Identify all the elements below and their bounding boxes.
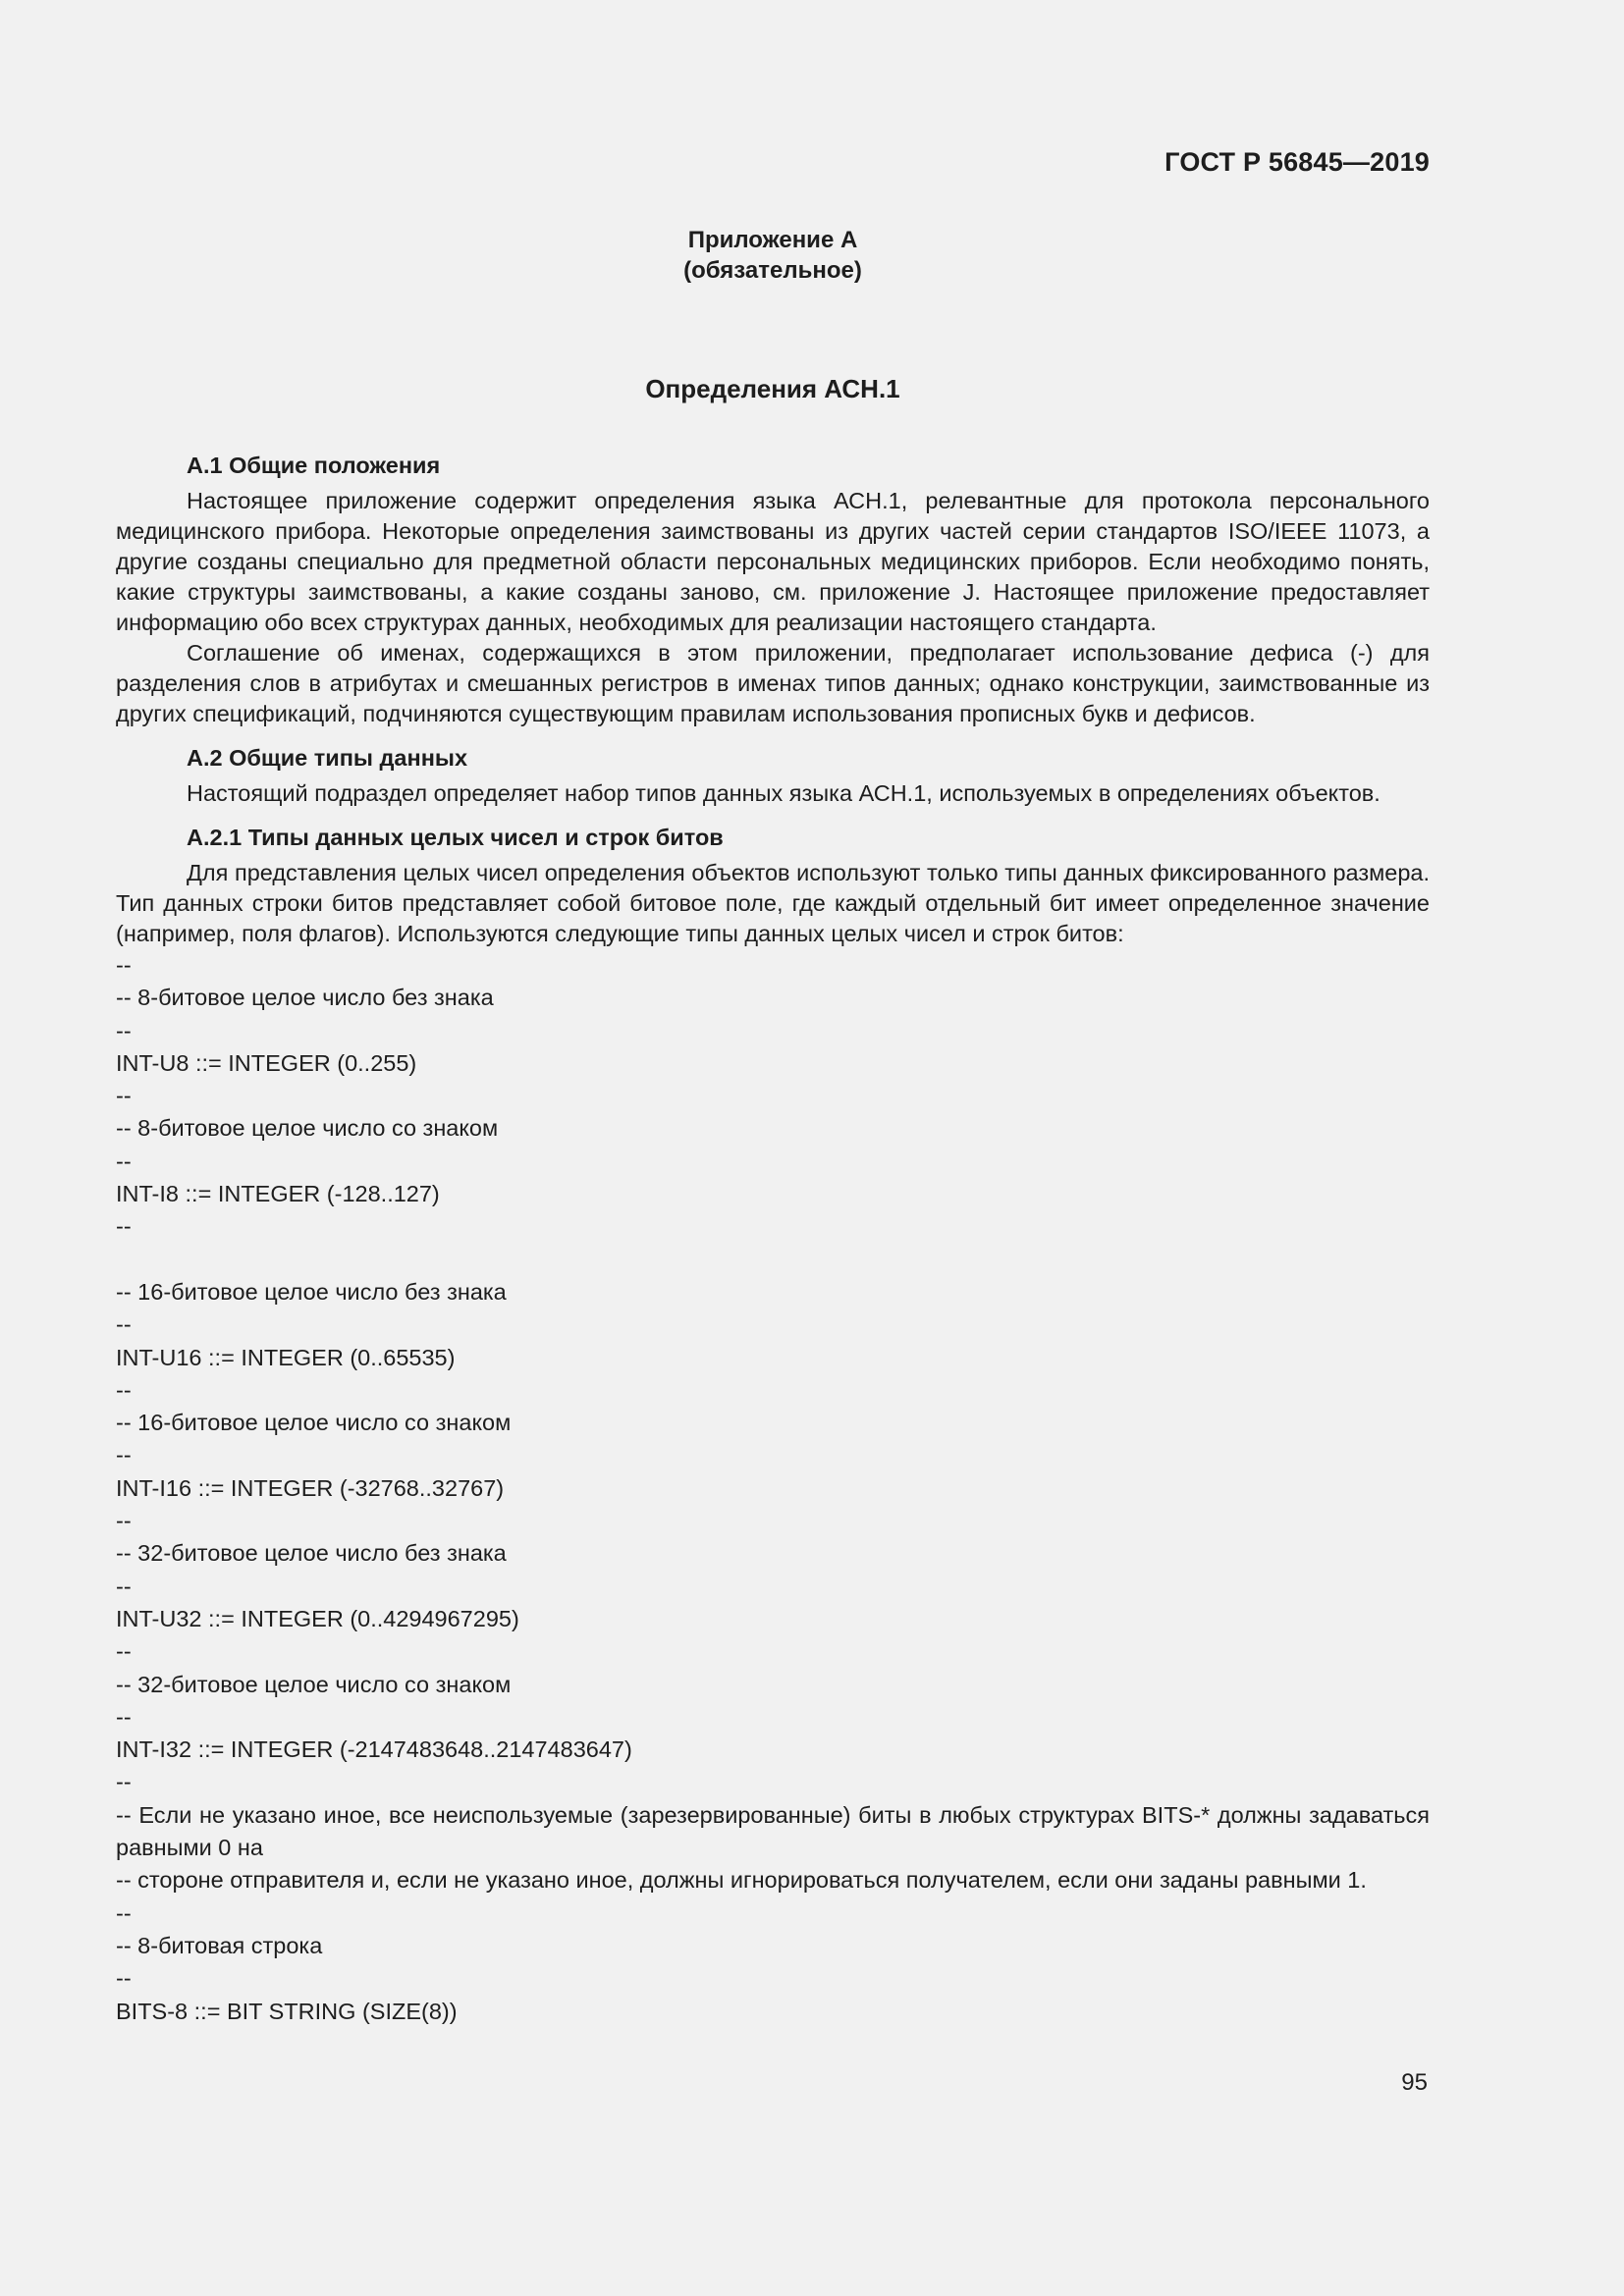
code-line: INT-U16 ::= INTEGER (0..65535) [116,1344,456,1370]
code-line: -- 8-битовая строка [116,1932,323,1958]
code-line: BITS-8 ::= BIT STRING (SIZE(8)) [116,1998,458,2024]
document-code: ГОСТ Р 56845—2019 [1164,147,1430,177]
section-heading-a1: А.1 Общие положения [187,453,441,478]
document-page [116,0,1436,2296]
section-heading-a2: А.2 Общие типы данных [187,745,468,771]
appendix-status: (обязательное) [683,257,862,284]
code-line: -- Если не указано иное, все неиспользуемые (зарезервированные) биты в любых структурах BITS-* должны задаваться равными 0 на [116,1801,1436,1861]
code-line: -- 32-битовое целое число без знака [116,1540,507,1567]
code-line: -- [116,1573,132,1599]
code-line: -- [116,1442,132,1468]
paragraph: Для представления целых чисел определения объектов используют только типы данных фиксированного размера. Тип данных строки битов представляет собой битовое поле, где каждый отдельный бит имеет определенное значение (например, поля флагов). Используются следующие типы данных целых чисел и строк битов: [116,860,1430,946]
asn1-code-listing [116,949,1436,2028]
paragraph: Соглашение об именах, содержащихся в этом приложении, предполагает использование дефиса (-) для разделения слов в атрибутах и смешанных регистров в именах типов данных; однако конструкции, заимствованные из других спецификаций, подчиняются существующим правилам использования прописных букв и дефисов. [116,640,1430,726]
code-line: -- [116,1017,132,1043]
code-line: -- [116,1899,132,1926]
code-line: INT-U32 ::= INTEGER (0..4294967295) [116,1605,519,1631]
code-line: -- стороне отправителя и, если не указано иное, должны игнорироваться получателем, если они заданы равными 1. [116,1867,1367,1894]
appendix-title: Определения АСН.1 [645,374,900,403]
code-line: -- 32-битовое целое число со знаком [116,1671,512,1697]
code-line: -- [116,1083,132,1109]
code-line: INT-I8 ::= INTEGER (-128..127) [116,1181,440,1207]
appendix-label: Приложение А [687,227,858,253]
code-line: -- [116,1638,132,1665]
page-number: 95 [1401,2069,1428,2096]
code-line: -- [116,952,132,978]
paragraph: Настоящий подраздел определяет набор типов данных языка АСН.1, используемых в определениях объектов. [187,780,1380,806]
code-line: -- 8-битовое целое число без знака [116,985,494,1011]
code-line: INT-U8 ::= INTEGER (0..255) [116,1049,417,1076]
code-line: -- [116,1769,132,1795]
code-line: INT-I16 ::= INTEGER (-32768..32767) [116,1474,505,1501]
code-line: -- [116,1148,132,1174]
code-line: -- [116,1965,132,1992]
paragraph: Настоящее приложение содержит определения языка АСН.1, релевантные для протокола персонального медицинского прибора. Некоторые определения заимствованы из других частей серии стандартов ISO/IEEE 11073, а другие созданы специально для предметной области персональных медицинских приборов. Если необходимо понять, какие структуры заимствованы, а какие созданы заново, см. приложение J. Настоящее приложение предоставляет информацию обо всех структурах данных, необходимых для реализации настоящего стандарта. [116,488,1430,635]
code-line: -- 16-битовое целое число без знака [116,1278,507,1305]
code-line: -- [116,1508,132,1534]
code-blank-line [116,1244,1430,1276]
code-line: -- [116,1376,132,1403]
code-line: -- [116,1703,132,1730]
code-line: -- 16-битовое целое число со знаком [116,1410,512,1436]
document-body [116,451,1436,2028]
code-line: -- [116,1213,132,1240]
appendix-heading [116,225,1430,286]
code-line: INT-I32 ::= INTEGER (-2147483648..2147483647) [116,1736,632,1763]
code-line: -- [116,1311,132,1338]
section-heading-a21: А.2.1 Типы данных целых чисел и строк битов [187,825,724,850]
code-line: -- 8-битовое целое число со знаком [116,1115,499,1142]
